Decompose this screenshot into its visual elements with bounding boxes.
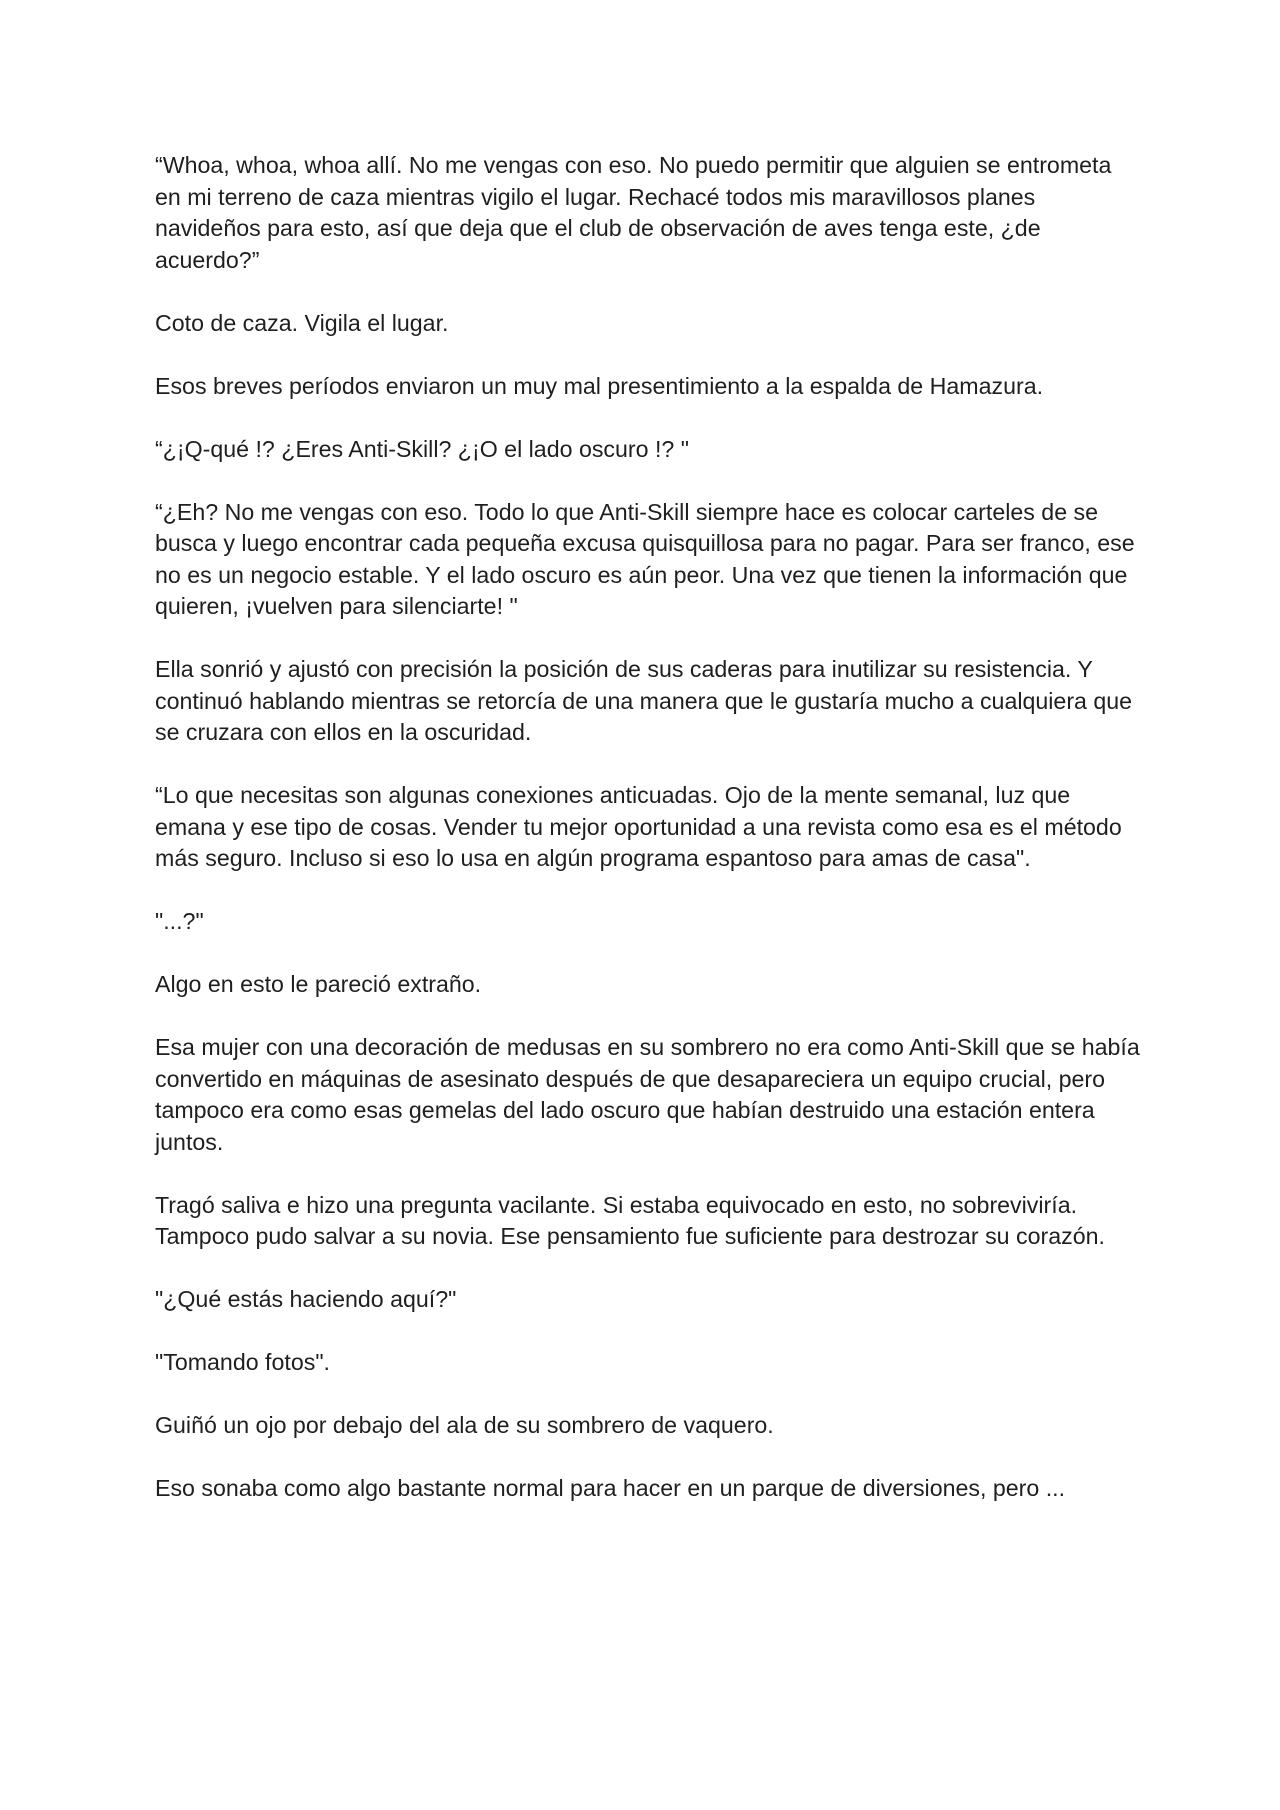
paragraph-5: “¿Eh? No me vengas con eso. Todo lo que Anti-Skill siempre hace es colocar carteles de se busca y luego encontrar cada pequeña excusa quisquillosa para no pagar. Para ser franco, ese no es un negocio estable. Y el lado oscuro es aún peor. Una vez que tienen la información que quieren, ¡vuelven para silenciarte! " bbox=[155, 498, 1135, 619]
paragraph-2: Coto de caza. Vigila el lugar. bbox=[155, 309, 449, 336]
paragraph-8: "...?" bbox=[155, 908, 204, 934]
paragraph-4: “¿¡Q-qué !? ¿Eres Anti-Skill? ¿¡O el lado oscuro !? " bbox=[155, 435, 689, 462]
paragraph-6: Ella sonrió y ajustó con precisión la posición de sus caderas para inutilizar su resistencia. Y continuó hablando mientras se retorcía de una manera que le gustaría mucho a cualquiera que se cruzara con ellos en la oscuridad. bbox=[155, 656, 1133, 745]
paragraph-11: Tragó saliva e hizo una pregunta vacilante. Si estaba equivocado en esto, no sobreviviría. Tampoco pudo salvar a su novia. Ese pensamiento fue suficiente para destrozar su corazón. bbox=[155, 1191, 1105, 1249]
paragraph-1: “Whoa, whoa, whoa allí. No me vengas con eso. No puedo permitir que alguien se entrometa en mi terreno de caza mientras vigilo el lugar. Rechacé todos mis maravillosos planes navideños para esto, así que deja que el club de observación de aves tenga este, ¿de acuerdo?” bbox=[155, 152, 1112, 273]
paragraph-14: Guiñó un ojo por debajo del ala de su sombrero de vaquero. bbox=[155, 1412, 774, 1438]
paragraph-9: Algo en esto le pareció extraño. bbox=[155, 971, 482, 997]
paragraph-3: Esos breves períodos enviaron un muy mal presentimiento a la espalda de Hamazura. bbox=[155, 372, 1044, 399]
paragraph-10: Esa mujer con una decoración de medusas en su sombrero no era como Anti-Skill que se había convertido en máquinas de asesinato después de que desapareciera un equipo crucial, pero tampoco era como esas gemelas del lado oscuro que habían destruido una estación entera juntos. bbox=[155, 1034, 1140, 1155]
paragraph-7: “Lo que necesitas son algunas conexiones anticuadas. Ojo de la mente semanal, luz que emana y ese tipo de cosas. Vender tu mejor oportunidad a una revista como esa es el método más seguro. Incluso si eso lo usa en algún programa espantoso para amas de casa". bbox=[155, 782, 1122, 871]
paragraph-15: Eso sonaba como algo bastante normal para hacer en un parque de diversiones, pero ... bbox=[155, 1475, 1066, 1501]
document-body bbox=[155, 150, 1140, 1536]
paragraph-13: "Tomando fotos". bbox=[155, 1349, 331, 1375]
paragraph-12: "¿Qué estás haciendo aquí?" bbox=[155, 1286, 457, 1312]
